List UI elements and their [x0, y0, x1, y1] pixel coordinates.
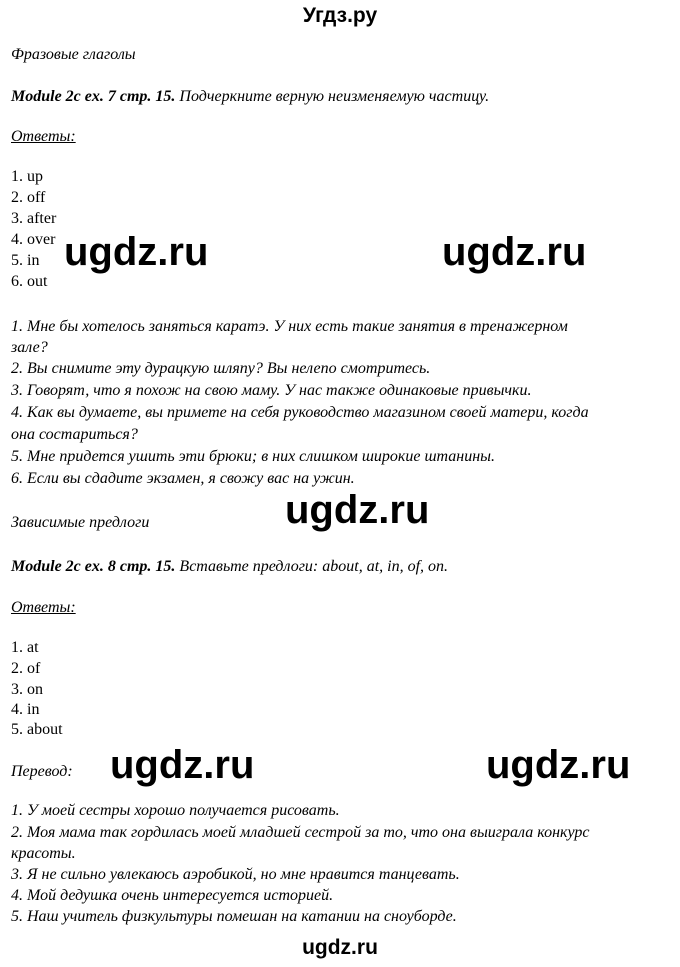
- footer-site: ugdz.ru: [302, 936, 378, 959]
- watermark: ugdz.ru: [442, 230, 587, 274]
- section1-translation-line: 4. Как вы думаете, вы примете на себя руководство магазином своей матери, когда: [11, 404, 589, 421]
- section2-answer: 5. about: [11, 721, 63, 738]
- section1-task-ref: Module 2c ex. 7 стр. 15.: [11, 88, 176, 105]
- watermark: ugdz.ru: [486, 743, 631, 787]
- section1-translation-line: зале?: [11, 339, 48, 356]
- section1-answer: 5. in: [11, 252, 40, 269]
- section1-task: [11, 86, 489, 107]
- section1-answer: 1. up: [11, 168, 43, 185]
- watermark: ugdz.ru: [64, 230, 209, 274]
- section2-translation-line: 5. Наш учитель физкультуры помешан на катании на сноуборде.: [11, 908, 457, 925]
- section1-task-text: Подчеркните верную неизменяемую частицу.: [175, 88, 490, 105]
- section1-translation-line: 2. Вы снимите эту дурацкую шляпу? Вы нелепо смотритесь.: [11, 360, 431, 377]
- section1-answer: 2. off: [11, 189, 46, 206]
- section2-task-ref: Module 2c ex. 8 стр. 15.: [11, 558, 176, 575]
- section2-answer: 4. in: [11, 701, 40, 718]
- section2-task: [11, 556, 448, 577]
- section2-task-text: Вставьте предлоги: about, at, in, of, on.: [175, 558, 449, 575]
- section1-answer: 3. after: [11, 210, 57, 227]
- section1-translation-line: 6. Если вы сдадите экзамен, я свожу вас на ужин.: [11, 470, 355, 487]
- section2-answer: 2. of: [11, 660, 41, 677]
- section2-translation-line: красоты.: [11, 845, 76, 862]
- watermark: ugdz.ru: [110, 743, 255, 787]
- section1-translation-line: 5. Мне придется ушить эти брюки; в них слишком широкие штанины.: [11, 448, 496, 465]
- site-title: Угдз.ру: [302, 4, 378, 27]
- section1-translation-line: 3. Говорят, что я похож на свою маму. У нас также одинаковые привычки.: [11, 382, 532, 399]
- section2-answer: 3. on: [11, 681, 43, 698]
- section1-answer: 6. out: [11, 273, 48, 290]
- section1-translation-line: она состариться?: [11, 426, 138, 443]
- section1-answers-label: Ответы:: [11, 128, 76, 145]
- watermark: ugdz.ru: [285, 488, 430, 532]
- section2-translation-line: 4. Мой дедушка очень интересуется историей.: [11, 887, 334, 904]
- section2-translation-label: Перевод:: [11, 763, 73, 780]
- section1-answer: 4. over: [11, 231, 56, 248]
- section1-heading: Фразовые глаголы: [11, 46, 136, 63]
- section2-translation-line: 2. Моя мама так гордилась моей младшей сестрой за то, что она выиграла конкурс: [11, 824, 590, 841]
- section2-translation-line: 3. Я не сильно увлекаюсь аэробикой, но мне нравится танцевать.: [11, 866, 460, 883]
- section2-translation-line: 1. У моей сестры хорошо получается рисовать.: [11, 802, 340, 819]
- section2-answers-label: Ответы:: [11, 599, 76, 616]
- section1-translation-line: 1. Мне бы хотелось заняться каратэ. У них есть такие занятия в тренажерном: [11, 318, 568, 335]
- section2-answer: 1. at: [11, 639, 39, 656]
- section2-heading: Зависимые предлоги: [11, 514, 150, 531]
